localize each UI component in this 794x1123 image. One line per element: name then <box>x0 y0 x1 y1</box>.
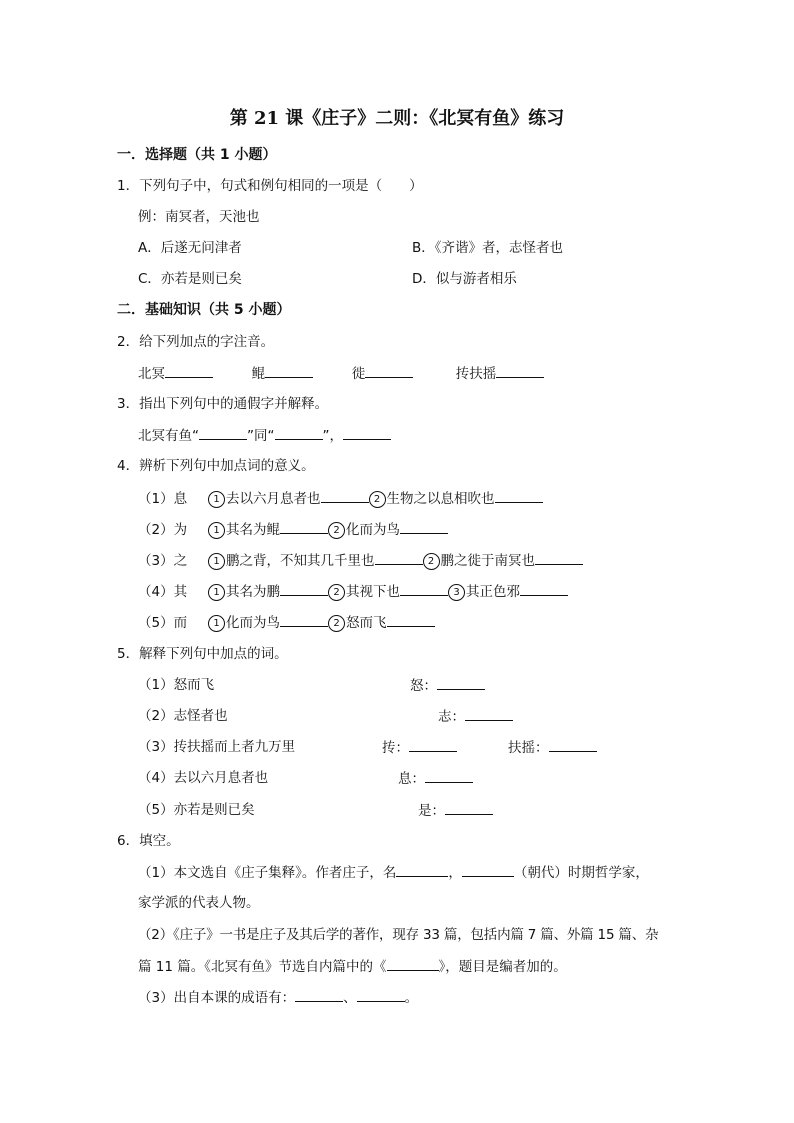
circled-number: 2 <box>369 491 386 508</box>
circled-number: 1 <box>208 615 225 632</box>
answer-blank[interactable] <box>199 425 247 440</box>
item-text: 化而为鸟 <box>226 615 280 631</box>
question-4-row-4 <box>138 581 568 602</box>
answer-blank[interactable] <box>520 581 568 596</box>
item-text: （朝代）时期哲学家， <box>513 865 649 881</box>
question-4-stem: 4．辨析下列句中加点词的意义。 <box>117 458 315 474</box>
question-5-row-1-answer <box>410 675 485 696</box>
question-6-line-1 <box>138 862 649 883</box>
option-d[interactable]: D．似与游者相乐 <box>412 271 517 287</box>
question-4-row-1 <box>138 488 543 509</box>
circled-number: 1 <box>208 522 225 539</box>
item-text: 。 <box>404 990 419 1006</box>
item-text: 鹏之徙于南冥也 <box>440 553 535 569</box>
circled-number: 1 <box>208 584 225 601</box>
question-4-row-5 <box>138 612 435 633</box>
question-3-stem: 3．指出下列句中的通假字并解释。 <box>117 396 329 412</box>
answer-blank[interactable] <box>535 550 583 565</box>
answer-blank[interactable] <box>275 425 323 440</box>
item-text: （1）本文选自《庄子集释》。作者庄子，名 <box>138 865 397 881</box>
question-5-row-2-answer <box>438 706 513 727</box>
question-5-row-5-sentence: （5）亦若是则已矣 <box>138 802 255 818</box>
item-text: ， <box>448 865 462 881</box>
answer-blank[interactable] <box>321 488 369 503</box>
question-2-items <box>138 363 544 384</box>
answer-blank[interactable] <box>387 612 435 627</box>
answer-blank[interactable] <box>396 862 448 877</box>
item-text: 》，题目是编者加的。 <box>438 959 567 975</box>
question-5-row-2-sentence: （2）志怪者也 <box>138 708 228 724</box>
row-label: （1）息 <box>138 491 188 507</box>
item-text: 息： <box>398 771 425 787</box>
option-c[interactable]: C．亦若是则已矣 <box>138 271 242 287</box>
question-5-row-3-answer <box>382 737 457 758</box>
section-heading-basics: 二．基础知识（共 5 小题） <box>117 302 291 318</box>
answer-blank[interactable] <box>387 956 439 971</box>
answer-blank[interactable] <box>365 363 413 378</box>
item-text: 鹏之背，不知其几千里也 <box>226 553 375 569</box>
answer-blank[interactable] <box>343 425 391 440</box>
question-4-row-2 <box>138 519 448 540</box>
question-6-stem: 6．填空。 <box>117 833 180 849</box>
item-text: 怒： <box>410 678 437 694</box>
question-5-row-4-sentence: （4）去以六月息者也 <box>138 770 269 786</box>
item-text: 怒而飞 <box>346 615 387 631</box>
answer-blank[interactable] <box>280 519 328 534</box>
question-1-example: 例：南冥者，天池也 <box>138 209 260 225</box>
question-5-row-3-sentence: （3）抟扶摇而上者九万里 <box>138 739 296 755</box>
question-6-line-3 <box>138 987 418 1008</box>
question-5-row-3-answer-2 <box>508 737 597 758</box>
row-label: （2）为 <box>138 522 188 538</box>
item-text: 其视下也 <box>346 584 400 600</box>
row-label: （5）而 <box>138 615 188 631</box>
answer-blank[interactable] <box>496 363 544 378</box>
question-6-line-1-cont: 家学派的代表人物。 <box>138 895 260 911</box>
answer-blank[interactable] <box>375 550 423 565</box>
item-text: 北冥有鱼“ <box>138 428 199 444</box>
item-text: 是： <box>418 803 445 819</box>
answer-blank[interactable] <box>280 612 328 627</box>
answer-blank[interactable] <box>437 675 485 690</box>
answer-blank[interactable] <box>357 987 405 1002</box>
item-text: （3）出自本课的成语有： <box>138 990 296 1006</box>
item-text: 其名为鲲 <box>226 522 280 538</box>
answer-blank[interactable] <box>280 581 328 596</box>
item-text: ”， <box>322 428 343 444</box>
answer-blank[interactable] <box>462 862 514 877</box>
circled-number: 2 <box>423 553 440 570</box>
option-b[interactable]: B．《齐谐》者，志怪者也 <box>412 240 564 256</box>
item-text: 其正色邪 <box>466 584 520 600</box>
question-5-row-5-answer <box>418 800 493 821</box>
item-text: 去以六月息者也 <box>226 491 321 507</box>
circled-number: 2 <box>328 522 345 539</box>
question-1-stem: 1．下列句子中，句式和例句相同的一项是（ ） <box>117 178 423 194</box>
circled-number: 2 <box>328 584 345 601</box>
item-text: 鲲 <box>251 366 266 382</box>
item-text: 抟： <box>382 740 409 756</box>
item-text: 化而为鸟 <box>346 522 400 538</box>
answer-blank[interactable] <box>400 519 448 534</box>
question-6-line-2-cont <box>138 956 567 977</box>
item-text: 其名为鹏 <box>226 584 280 600</box>
answer-blank[interactable] <box>549 737 597 752</box>
item-text: 志： <box>438 709 465 725</box>
item-text: 徙 <box>351 366 366 382</box>
item-text: 篇 11 篇。《北冥有鱼》节选自内篇中的《 <box>138 959 387 975</box>
answer-blank[interactable] <box>400 581 448 596</box>
answer-blank[interactable] <box>445 800 493 815</box>
question-5-row-1-sentence: （1）怒而飞 <box>138 677 215 693</box>
page-title: 第 21 课《庄子》二则：《北冥有鱼》练习 <box>229 108 565 129</box>
question-5-row-4-answer <box>398 768 473 789</box>
answer-blank[interactable] <box>165 363 213 378</box>
answer-blank[interactable] <box>495 488 543 503</box>
question-4-row-3 <box>138 550 583 571</box>
answer-blank[interactable] <box>465 706 513 721</box>
item-text: ”同“ <box>247 428 275 444</box>
item-text: 抟扶摇 <box>455 366 497 382</box>
answer-blank[interactable] <box>425 768 473 783</box>
question-3-line <box>138 425 391 446</box>
row-label: （4）其 <box>138 584 188 600</box>
question-5-stem: 5．解释下列句中加点的词。 <box>117 646 288 662</box>
answer-blank[interactable] <box>295 987 343 1002</box>
circled-number: 3 <box>448 584 465 601</box>
row-label: （3）之 <box>138 553 188 569</box>
question-6-line-2: （2）《庄子》一书是庄子及其后学的著作，现存 33 篇，包括内篇 7 篇、外篇 15 篇、杂 <box>138 927 659 943</box>
section-heading-choice: 一．选择题（共 1 小题） <box>117 147 277 163</box>
item-text: 、 <box>343 990 357 1006</box>
item-text: 北冥 <box>138 366 165 382</box>
answer-blank[interactable] <box>409 737 457 752</box>
item-text: 扶摇： <box>508 740 549 756</box>
option-a[interactable]: A．后遂无问津者 <box>138 240 242 256</box>
answer-blank[interactable] <box>265 363 313 378</box>
question-2-stem: 2．给下列加点的字注音。 <box>117 334 275 350</box>
item-text: 生物之以息相吹也 <box>386 491 495 507</box>
circled-number: 2 <box>328 615 345 632</box>
circled-number: 1 <box>208 491 225 508</box>
circled-number: 1 <box>208 553 225 570</box>
